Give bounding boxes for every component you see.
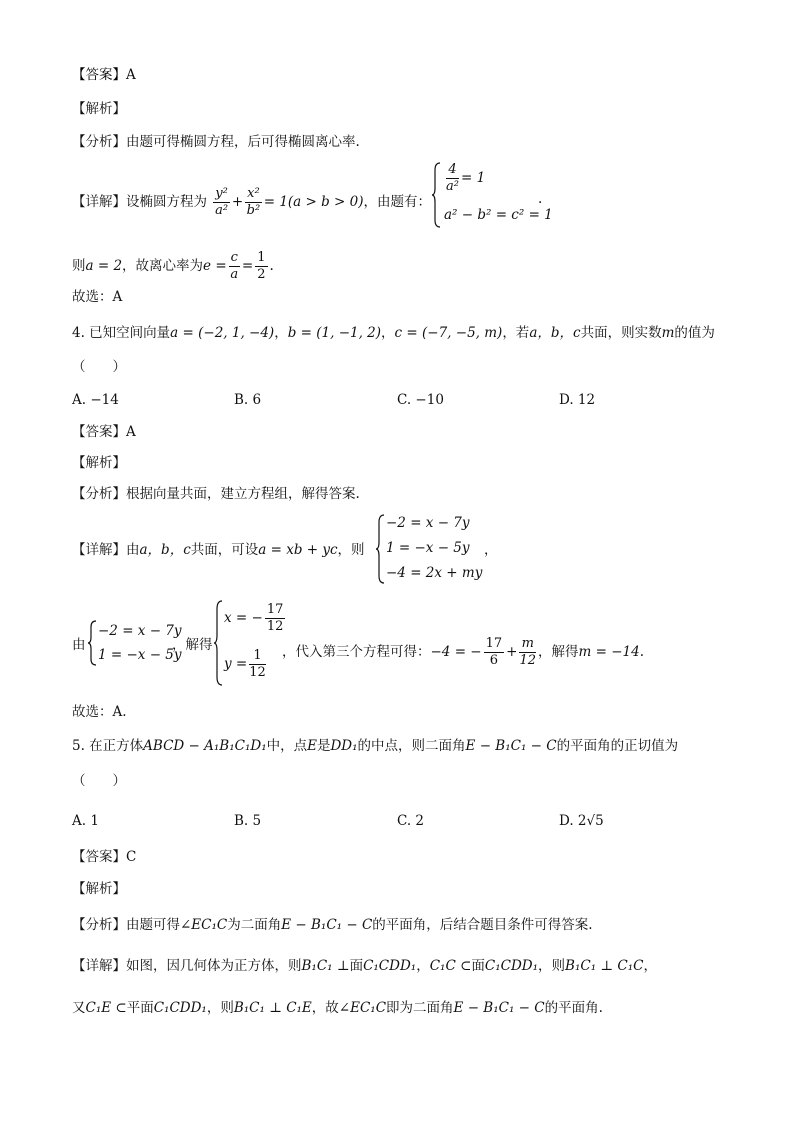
ellipse-rest: = 1(a > b > 0) [263,194,364,210]
q5-detail1-pre: 如图，因几何体为正方体，则 [126,958,302,974]
q5-stem-end: 的平面角的正切值为 [556,738,679,754]
q5-stem-mid: 中，点 [266,738,308,754]
q4-answer-tag: 【答案】 [72,424,126,440]
q4-stem-mid: ，若 [502,325,530,341]
q4-detail-line [72,541,365,559]
q5-analysis: 【解析】 [72,881,126,897]
q5-detail2-h: 即为二面角 [386,1000,454,1016]
q5-dihedral: E − B₁C₁ − C [465,738,557,754]
q5-point-e: E [307,738,317,754]
q5-detail1-d: ， [416,958,430,974]
q3-choose: 故选：A [72,289,123,305]
q5-detail-line2 [72,999,603,1017]
q4-sys1-row3: −4 = 2x + my [386,565,483,581]
q4-sol-x: x = − [224,610,263,626]
ecc-eq: = [241,258,254,274]
q4-system-2 [88,620,182,666]
brace-icon [88,620,98,666]
q5-detail2-i: E − B₁C₁ − C [453,1000,545,1016]
then-a: a = 2 [85,258,123,274]
q4-vec-c: c = (−7, −5, m) [394,325,503,341]
q3-sys1-rest: = 1 [460,170,486,186]
q4-sub-result: m = −14 [578,644,640,660]
fenxi-text: 由题可得椭圆方程，后可得椭圆离心率. [126,134,360,150]
q5-fenxi-line [72,916,593,934]
q4-sys2-row1: −2 = x − 7y [98,623,182,639]
q5-detail1-f: 面 [471,958,485,974]
q5-stem-mid2: 是 [316,738,331,754]
answer-value: A [126,67,136,83]
q5-detail1-i: B₁C₁ ⊥ C₁C [565,958,644,974]
q3-sys1-frac: $\frac{4}{\text{a²}}$ [446,162,459,194]
q5-detail2-e: B₁C₁ ⊥ C₁E [233,1000,312,1016]
q4-sol-y: y = [224,656,248,672]
q4-detail-then: ，则 [337,542,365,558]
q5-fenxi-angle: ∠EC₁C [180,917,228,933]
q4-sys2-row2: 1 = −x − 5y [98,647,182,663]
q4-option-b: B. 6 [234,392,262,408]
q4-solve: ，解得 [172,637,213,653]
detail-mid: ，由题有： [363,194,432,210]
analysis-tag [72,100,126,118]
q4-stem-abc: a，b，c [529,325,581,341]
ecc-e: e = [203,258,227,274]
q3-sys2: a² − b² = c² = 1 [444,207,553,223]
detail-prefix: 设椭圆方程为 [126,194,207,210]
q4-choose: 故选：A. [72,704,127,720]
q4-stem-end: 共面，则实数 [580,325,662,341]
q4-answer-value: A [126,424,136,440]
detail-line: 【详解】设椭圆方程为 $\frac{\text{y²}}{\text{a²}}$ + $\frac{\text{x²}}{\text{b²}}$ = 1(a > b > 0)，由题有： [72,186,432,218]
q4-sys1-end: ， [484,542,498,558]
q5-detail2-c: C₁CDD₁ [153,1000,207,1016]
q5-fenxi-end: 的平面角，后结合题目条件可得答案. [372,917,593,933]
q5-option-a: A. 1 [72,813,99,829]
q5-detail1-g: C₁CDD₁ [484,958,539,974]
q4-sub-solve: ，解得 [538,644,579,660]
q5-detail-line1 [72,957,657,975]
answer-tag: 【答案】 [72,67,126,83]
q5-option-b: B. 5 [234,813,262,829]
fenxi-tag: 【分析】 [72,134,126,150]
q3-equation-system [432,162,552,228]
q4-sol-x-frac: $\frac{17}{12}$ [266,602,284,634]
q5-detail2-pre: 又 [72,1000,86,1016]
ellipse-y-frac: $\frac{\text{y²}}{\text{a²}}$ [215,186,229,218]
q5-option-d: D. 2√5 [559,813,604,829]
q5-answer-tag: 【答案】 [72,849,126,865]
q5-detail1-b: 面 [349,958,364,974]
q5-detail1-end: ， [643,958,657,974]
q5-detail2-d: ，则 [206,1000,234,1016]
q4-vec-a: a = (−2, 1, −4) [170,325,275,341]
q4-system-1 [376,514,496,584]
q4-detail-prefix: 由 [126,542,140,558]
brace-icon [432,162,442,228]
q4-paren: （ ） [72,359,126,375]
q5-answer-value: C [126,849,137,865]
q4-sub-end: . [639,644,644,660]
q4-sys1-row2: 1 = −x − 5y [386,540,470,556]
q4-option-c: C. −10 [397,392,444,408]
ecc-frac-half: $\frac{1}{2}$ [257,250,266,282]
q4-fenxi-text: 根据向量共面，建立方程组，解得答案. [126,486,360,502]
q4-answer-line [72,423,136,441]
q5-cube: ABCD − A₁B₁C₁D₁ [143,738,267,754]
q4-stem: 4. 已知空间向量a = (−2, 1, −4)，b = (1, −1, 2)，c = (−7, −5, m)，若a，b，c共面，则实数m的值为 [72,325,715,341]
q5-detail2-g: ∠EC₁C [338,1000,387,1016]
q4-detail-mid: 共面，可设 [190,542,259,558]
answer-line [72,66,136,84]
analysis-label: 【解析】 [72,101,126,117]
q4-sub-plus: + [506,644,518,660]
q4-analysis: 【解析】 [72,455,126,471]
q5-fenxi-mid: 为二面角 [227,917,282,933]
q5-answer-line [72,848,136,866]
q5-detail2-a: C₁E ⊂ [85,1000,127,1016]
brace-icon [376,514,386,584]
q4-detail-abc: a，b，c [139,542,191,558]
q5-detail1-h: ，则 [538,958,566,974]
q5-detail2-f: ，故 [311,1000,339,1016]
ecc-frac-ca: $\frac{c}{a}$ [230,250,239,282]
fenxi-line [72,133,360,151]
q5-detail1-a: B₁C₁ ⊥ [301,958,350,974]
q4-sub-frac1: $\frac{17}{6}$ [485,636,503,668]
q4-sub-eq-pre: −4 = − [430,644,482,660]
q5-paren: （ ） [72,773,126,789]
q5-stem [72,737,678,755]
q4-option-d: D. 12 [559,392,596,408]
q5-stem-mid3: 的中点，则二面角 [357,738,466,754]
brace-icon [214,600,224,686]
q4-stem-m: m [661,325,675,341]
ecc-end: . [269,258,274,274]
q5-detail1-c: C₁CDD₁ [363,958,417,974]
then-mid: ，故离心率为 [122,258,204,274]
q4-detail-tag: 【详解】 [72,542,126,558]
q4-sub-frac2: $\frac{m}{12}$ [519,636,537,668]
q5-stem-prefix: 5. 在正方体 [72,738,144,754]
q5-detail2-end: 的平面角. [544,1000,603,1016]
q4-option-a: A. −14 [72,392,119,408]
q3-sys-end: . [538,191,543,207]
q5-detail1-e: C₁C ⊂ [429,958,472,974]
ellipse-x-frac: $\frac{\text{x²}}{\text{b²}}$ [246,186,261,218]
q5-fenxi-tag: 【分析】 [72,917,126,933]
q4-stem-tail: 的值为 [674,325,715,341]
q4-by: 由 [72,637,86,653]
q5-fenxi-dihedral: E − B₁C₁ − C [281,917,373,933]
q5-detail2-b: 平面 [126,1000,154,1016]
q5-seg: DD₁ [330,738,358,754]
q4-substitute-line [282,636,644,669]
q4-fenxi-line [72,485,360,503]
q4-sys1-row1: −2 = x − 7y [386,515,470,531]
q4-fenxi-tag: 【分析】 [72,486,126,502]
q4-detail-eq: a = xb + yc [258,542,338,558]
q4-vec-b: b = (1, −1, 2) [287,325,382,341]
q5-fenxi-pre: 由题可得 [126,917,180,933]
then-line [72,250,274,283]
detail-tag: 【详解】 [72,194,126,210]
q5-option-c: C. 2 [397,813,425,829]
q4-stem-prefix: 4. 已知空间向量 [72,325,171,341]
q4-sub-text: ，代入第三个方程可得： [282,644,431,660]
q4-sol-y-frac: $\frac{1}{12}$ [249,648,266,680]
then-prefix: 则 [72,258,86,274]
q5-detail-tag: 【详解】 [72,958,126,974]
